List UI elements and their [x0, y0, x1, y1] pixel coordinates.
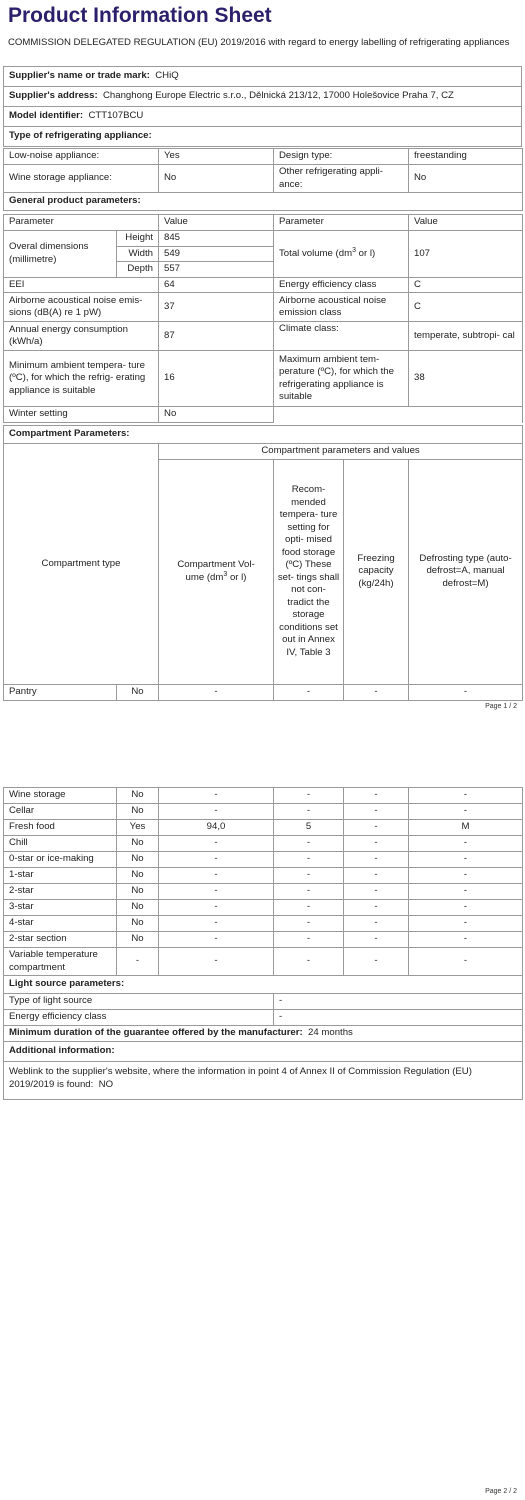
compartment-freeze: - [344, 788, 409, 804]
compartment-present: No [117, 836, 159, 852]
compartment-present: - [117, 948, 159, 976]
table-row [4, 788, 523, 804]
compartment-freeze: - [344, 948, 409, 976]
compartment-temp: - [274, 916, 344, 932]
compartment-freeze: - [344, 852, 409, 868]
wine-storage-label: Wine storage appliance: [4, 165, 159, 193]
total-volume-label: Total volume ($dm^3$ or l) [274, 231, 409, 278]
supplier-address-row [4, 87, 522, 107]
compartment-name: Pantry [4, 684, 117, 700]
light-source-table [3, 975, 523, 1100]
compartment-volume: - [159, 948, 274, 976]
compartment-temp: - [274, 836, 344, 852]
compartment-name: 3-star [4, 900, 117, 916]
table-row [4, 836, 523, 852]
compartment-name: Wine storage [4, 788, 117, 804]
compartment-defrost: - [409, 852, 523, 868]
compartment-temp: - [274, 900, 344, 916]
weblink-value: NO [98, 1078, 114, 1090]
value-header: Value [159, 215, 274, 231]
weblink-text: Weblink to the supplier's website, where the information in point 4 of Annex II of Commission Regulation (EU) 2019/2019 is found: [9, 1066, 472, 1090]
total-volume-value: 107 [409, 231, 523, 278]
compartment-name: 2-star section [4, 932, 117, 948]
design-type-value: freestanding [409, 149, 523, 165]
param-header: Parameter [4, 215, 159, 231]
supplier-address-label: Supplier's address: [9, 90, 98, 102]
compartment-type-header: Compartment type [4, 444, 159, 685]
compartment-present: No [117, 684, 159, 700]
compartment-freeze: - [344, 900, 409, 916]
climate-class-label: Climate class: [274, 322, 409, 351]
min-temp-value: 16 [159, 351, 274, 407]
energy-class-label: Energy efficiency class [274, 277, 409, 293]
compartment-volume: 94,0 [159, 820, 274, 836]
supplier-address-value: Changhong Europe Electric s.r.o., Dělnická 213/12, 17000 Holešovice Praha 7, CZ [103, 90, 454, 102]
compartment-freeze: - [344, 916, 409, 932]
compartment-freeze: - [344, 868, 409, 884]
model-label: Model identifier: [9, 110, 84, 122]
compartment-present: No [117, 932, 159, 948]
guarantee-value: 24 months [308, 1027, 353, 1039]
compartment-volume: - [159, 852, 274, 868]
compartment-temp: - [274, 948, 344, 976]
compartment-temp: - [274, 684, 344, 700]
other-appliance-label: Other refrigerating appli- ance: [274, 165, 409, 193]
compartment-defrost: - [409, 900, 523, 916]
compartment-temp: - [274, 788, 344, 804]
compartment-present: No [117, 852, 159, 868]
regulation-text: COMMISSION DELEGATED REGULATION (EU) 2019/2016 with regard to energy labelling of refrigerating appliances [8, 37, 510, 48]
compartment-name: Cellar [4, 804, 117, 820]
value-header-2: Value [409, 215, 523, 231]
model-value: CTT107BCU [88, 110, 144, 122]
weblink-row [4, 1062, 523, 1100]
guarantee-row [4, 1026, 523, 1042]
compartment-defrost: - [409, 684, 523, 700]
table-row [4, 868, 523, 884]
compartment-temp: - [274, 884, 344, 900]
energy-class-value: C [409, 277, 523, 293]
compartment-temp: - [274, 868, 344, 884]
table-row [4, 684, 523, 700]
table-row [4, 804, 523, 820]
eei-value: 64 [159, 277, 274, 293]
compartment-freeze: - [344, 932, 409, 948]
compartment-present: No [117, 900, 159, 916]
low-noise-value: Yes [159, 149, 274, 165]
compartment-temp: 5 [274, 820, 344, 836]
light-class-value: - [274, 1010, 523, 1026]
compartment-volume: - [159, 884, 274, 900]
winter-value: No [159, 407, 274, 423]
winter-label: Winter setting [4, 407, 159, 423]
compartment-table [3, 425, 523, 701]
winter-empty [274, 407, 523, 423]
model-row [4, 107, 522, 127]
table-row [4, 852, 523, 868]
light-type-label: Type of light source [4, 994, 274, 1010]
noise-value: 37 [159, 293, 274, 322]
depth-value: 557 [159, 262, 274, 278]
compartment-group-header: Compartment parameters and values [159, 444, 523, 460]
compartment-present: No [117, 916, 159, 932]
page-number: Page 2 / 2 [485, 1488, 517, 1495]
compartment-volume: - [159, 900, 274, 916]
height-label: Height [117, 231, 159, 247]
depth-label: Depth [117, 262, 159, 278]
light-type-value: - [274, 994, 523, 1010]
defrost-type-header: Defrosting type (auto-defrost=A, manual defrost=M) [409, 459, 523, 684]
compartment-volume: - [159, 804, 274, 820]
compartment-present: No [117, 804, 159, 820]
compartment-defrost: - [409, 932, 523, 948]
min-temp-label: Minimum ambient tempera- ture (ºC), for which the refrig- erating appliance is suitable [4, 351, 159, 407]
page-title: Product Information Sheet [8, 4, 272, 27]
dimensions-label: Overal dimensions (millimetre) [4, 231, 117, 278]
max-temp-value: 38 [409, 351, 523, 407]
page-number: Page 1 / 2 [485, 703, 517, 710]
compartment-defrost: - [409, 788, 523, 804]
compartment-temp: - [274, 932, 344, 948]
compartment-freeze: - [344, 820, 409, 836]
compartment-freeze: - [344, 884, 409, 900]
compartment-defrost: - [409, 836, 523, 852]
other-appliance-value: No [409, 165, 523, 193]
compartment-volume: - [159, 932, 274, 948]
guarantee-label: Minimum duration of the guarantee offered by the manufacturer: [9, 1027, 303, 1039]
table-row [4, 820, 523, 836]
compartment-freeze: - [344, 684, 409, 700]
light-class-label: Energy efficiency class [4, 1010, 274, 1026]
compartment-name: 2-star [4, 884, 117, 900]
table-row [4, 884, 523, 900]
general-params-table [3, 214, 523, 423]
type-header: Type of refrigerating appliance: [4, 127, 522, 147]
compartment-present: Yes [117, 820, 159, 836]
compartment-volume: - [159, 836, 274, 852]
annual-energy-label: Annual energy consumption (kWh/a) [4, 322, 159, 351]
param-header-2: Parameter [274, 215, 409, 231]
compartment-volume: - [159, 788, 274, 804]
compartment-volume: - [159, 868, 274, 884]
width-value: 549 [159, 246, 274, 262]
compartment-defrost: - [409, 948, 523, 976]
compartment-name: Variable temperature compartment [4, 948, 117, 976]
eei-label: EEI [4, 277, 159, 293]
compartment-name: 0-star or ice-making [4, 852, 117, 868]
compartment-name: 1-star [4, 868, 117, 884]
compartment-present: No [117, 788, 159, 804]
supplier-name-label: Supplier's name or trade mark: [9, 70, 150, 82]
low-noise-label: Low-noise appliance: [4, 149, 159, 165]
additional-header: Additional information: [4, 1042, 523, 1062]
noise-class-value: C [409, 293, 523, 322]
climate-class-value: temperate, subtropi- cal [409, 322, 523, 351]
compartment-freeze: - [344, 836, 409, 852]
compartment-present: No [117, 868, 159, 884]
supplier-table [3, 66, 522, 147]
compartment-volume: - [159, 684, 274, 700]
height-value: 845 [159, 231, 274, 247]
compartment-name: 4-star [4, 916, 117, 932]
design-type-label: Design type: [274, 149, 409, 165]
supplier-name-value: CHiQ [155, 70, 179, 82]
general-header: General product parameters: [4, 193, 523, 211]
compartment-header: Compartment Parameters: [4, 426, 523, 444]
table-row [4, 900, 523, 916]
supplier-name-row [4, 67, 522, 87]
table-row [4, 948, 523, 976]
type-table [3, 148, 523, 211]
compartment-defrost: M [409, 820, 523, 836]
compartment-temp: - [274, 804, 344, 820]
compartment-temp: - [274, 852, 344, 868]
wine-storage-value: No [159, 165, 274, 193]
annual-energy-value: 87 [159, 322, 274, 351]
compartment-name: Fresh food [4, 820, 117, 836]
light-header: Light source parameters: [4, 976, 523, 994]
noise-label: Airborne acoustical noise emis- sions (dB(A) re 1 pW) [4, 293, 159, 322]
compartment-defrost: - [409, 868, 523, 884]
compartment-present: No [117, 884, 159, 900]
recommended-temp-header: Recom- mended tempera- ture setting for opti- mised food storage (ºC) These set- tings shall not con- tradict the storage conditions set out in Annex IV, Table 3 [274, 459, 344, 684]
compartment-volume-header: Compartment Vol- ume ($dm^3$ or l) [159, 459, 274, 684]
compartment-defrost: - [409, 884, 523, 900]
max-temp-label: Maximum ambient tem- perature (ºC), for which the refrigerating appliance is suitable [274, 351, 409, 407]
noise-class-label: Airborne acoustical noise emission class [274, 293, 409, 322]
freezing-capacity-header: Freezing capacity (kg/24h) [344, 459, 409, 684]
compartment-defrost: - [409, 916, 523, 932]
compartment-table-continued [3, 787, 523, 976]
compartment-name: Chill [4, 836, 117, 852]
compartment-volume: - [159, 916, 274, 932]
compartment-freeze: - [344, 804, 409, 820]
compartment-defrost: - [409, 804, 523, 820]
table-row [4, 916, 523, 932]
width-label: Width [117, 246, 159, 262]
page-2 [0, 750, 525, 1500]
table-row [4, 932, 523, 948]
